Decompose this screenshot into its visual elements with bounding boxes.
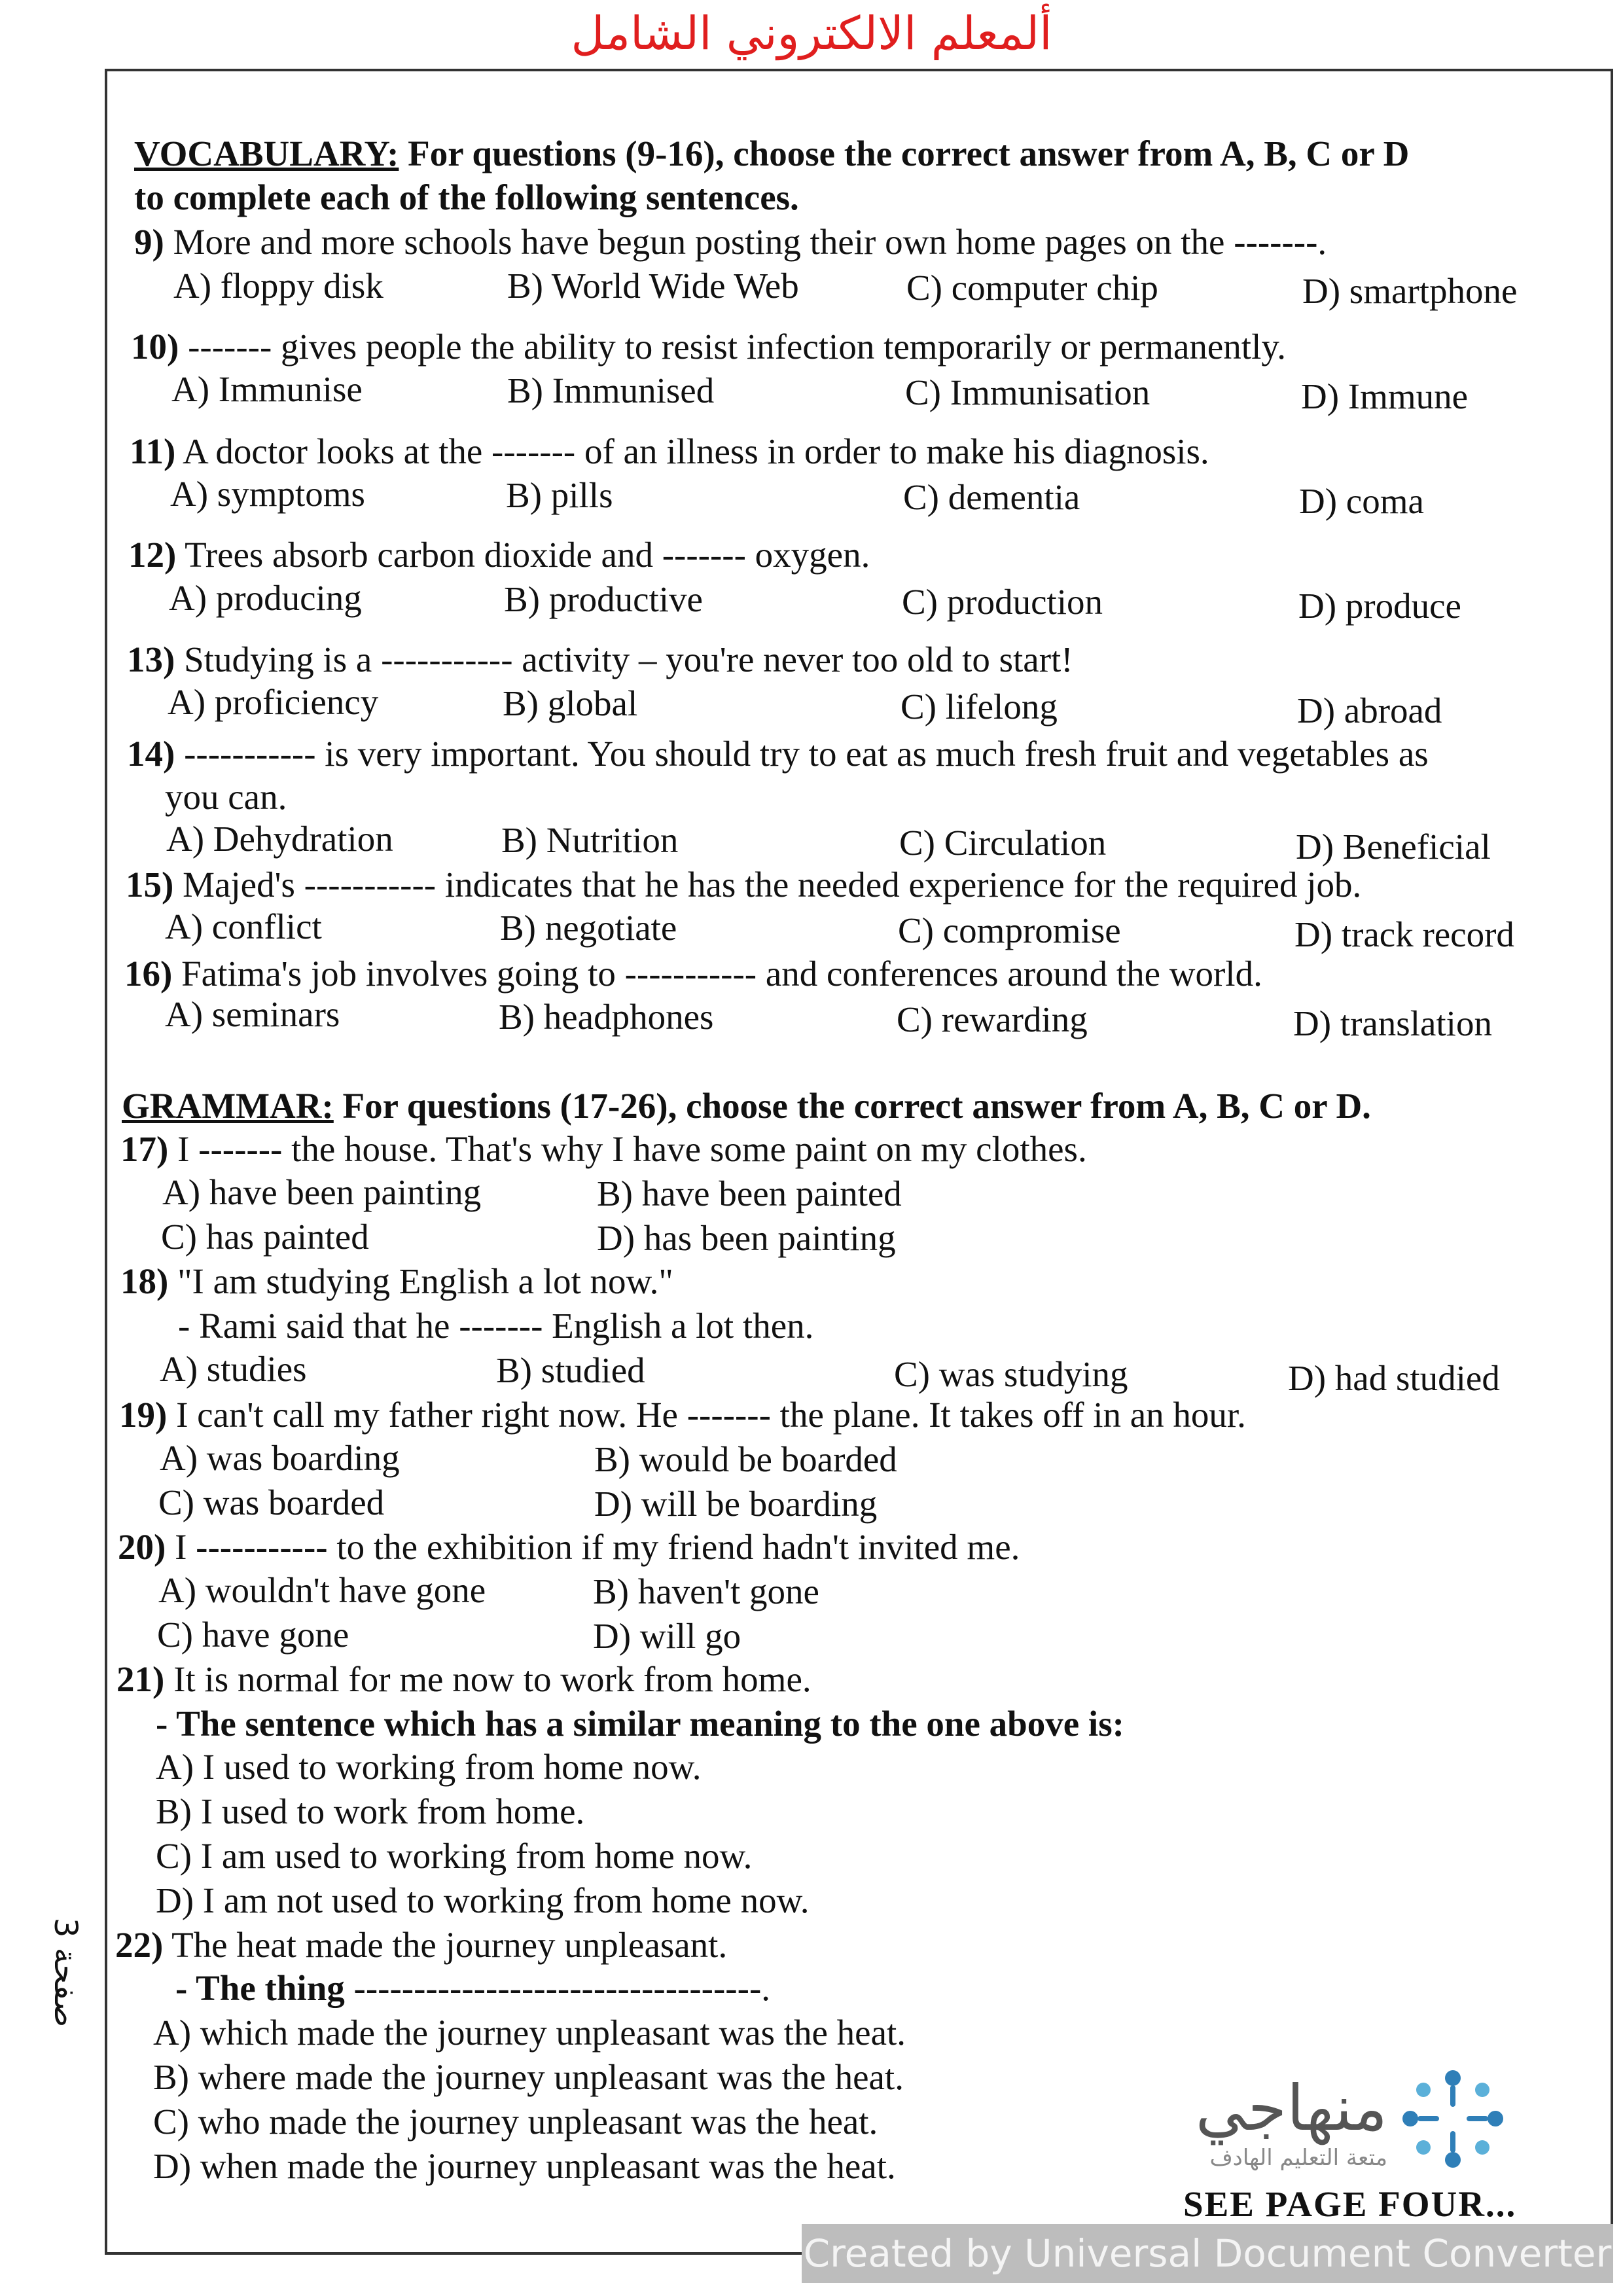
question-text: I ----------- to the exhibition if my friend hadn't invited me.	[166, 1527, 1020, 1567]
option-c[interactable]: C) has painted	[161, 1217, 369, 1257]
option-d[interactable]: D) smartphone	[1302, 271, 1518, 311]
option-a[interactable]: A) which made the journey unpleasant was the heat.	[153, 2013, 906, 2053]
option-b[interactable]: B) Immunised	[507, 370, 715, 410]
question-18-continuation: - Rami said that he ------- English a lot then.	[178, 1306, 814, 1346]
grammar-instruction-text: For questions (17-26), choose the correct answer from A, B, C or D.	[333, 1086, 1371, 1126]
option-b[interactable]: B) pills	[506, 475, 613, 515]
see-page-next: SEE PAGE FOUR...	[1183, 2184, 1517, 2224]
option-a[interactable]: A) proficiency	[168, 682, 379, 722]
question-text: I ------- the house. That's why I have some paint on my clothes.	[168, 1129, 1087, 1169]
question-12	[128, 535, 870, 575]
question-text: The heat made the journey unpleasant.	[163, 1925, 728, 1965]
question-15	[126, 865, 1361, 905]
option-c[interactable]: C) production	[902, 582, 1103, 622]
option-a[interactable]: A) was boarding	[160, 1438, 400, 1478]
option-a[interactable]: A) studies	[160, 1349, 307, 1389]
question-text: It is normal for me now to work from home.	[164, 1659, 812, 1699]
question-number: 16)	[124, 954, 173, 994]
option-a[interactable]: A) Dehydration	[166, 819, 393, 859]
question-text: I can't call my father right now. He ------- the plane. It takes off in an hour.	[167, 1395, 1246, 1435]
question-text: Studying is a ----------- activity – you're never too old to start!	[175, 639, 1073, 679]
option-d[interactable]: D) Beneficial	[1296, 827, 1491, 867]
option-b[interactable]: B) would be boarded	[594, 1439, 897, 1479]
vocab-heading: VOCABULARY:	[134, 134, 399, 173]
question-text: A doctor looks at the ------- of an illness in order to make his diagnosis.	[175, 431, 1209, 471]
option-d[interactable]: D) translation	[1293, 1003, 1492, 1043]
question-20	[118, 1528, 1020, 1567]
vocab-instruction-text: For questions (9-16), choose the correct answer from A, B, C or D	[399, 134, 1410, 173]
option-b[interactable]: B) where made the journey unpleasant was the heat.	[153, 2057, 904, 2097]
option-b[interactable]: B) World Wide Web	[507, 266, 799, 306]
option-a[interactable]: A) conflict	[165, 906, 322, 946]
page-number-mark: صفحة 3	[47, 1918, 84, 2028]
question-number: 12)	[128, 535, 177, 575]
option-a[interactable]: A) wouldn't have gone	[158, 1570, 486, 1610]
option-a[interactable]: A) symptoms	[170, 474, 365, 514]
option-b[interactable]: B) haven't gone	[593, 1571, 819, 1611]
option-b[interactable]: B) studied	[496, 1350, 645, 1390]
option-b[interactable]: B) I used to work from home.	[156, 1791, 585, 1831]
question-16	[124, 954, 1262, 994]
question-22-prompt	[175, 1969, 770, 2008]
option-b[interactable]: B) global	[503, 683, 638, 723]
grammar-instruction	[122, 1086, 1371, 1126]
option-d[interactable]: D) will go	[593, 1616, 741, 1656]
option-d[interactable]: D) abroad	[1297, 691, 1442, 730]
logo-tagline: متعة التعليم الهادف	[1209, 2145, 1387, 2171]
logo-name: منهاجي	[1195, 2072, 1387, 2145]
question-19	[119, 1395, 1246, 1435]
question-number: 22)	[115, 1925, 164, 1965]
question-number: 21)	[116, 1659, 165, 1699]
question-18	[120, 1262, 673, 1301]
option-a[interactable]: A) seminars	[165, 994, 340, 1034]
option-c[interactable]: C) who made the journey unpleasant was the heat.	[153, 2102, 878, 2142]
option-b[interactable]: B) negotiate	[500, 908, 677, 948]
question-text: Trees absorb carbon dioxide and ------- oxygen.	[176, 535, 870, 575]
question-number: 20)	[118, 1527, 166, 1567]
option-c[interactable]: C) compromise	[898, 910, 1121, 950]
grammar-heading: GRAMMAR:	[122, 1086, 334, 1126]
option-b[interactable]: B) productive	[504, 579, 703, 619]
question-text: ------- gives people the ability to resist infection temporarily or permanently.	[179, 327, 1287, 367]
question-number: 19)	[119, 1395, 168, 1435]
option-c[interactable]: C) have gone	[157, 1615, 349, 1655]
option-d[interactable]: D) has been painting	[597, 1218, 896, 1258]
option-b[interactable]: B) headphones	[499, 997, 714, 1037]
question-17	[120, 1130, 1087, 1169]
question-14-continuation: you can.	[165, 777, 287, 817]
option-a[interactable]: A) producing	[169, 578, 362, 618]
vocab-instruction	[134, 134, 1409, 173]
option-d[interactable]: D) produce	[1298, 586, 1461, 626]
question-number: 14)	[127, 734, 175, 774]
option-a[interactable]: A) Immunise	[171, 369, 363, 409]
option-b[interactable]: B) Nutrition	[501, 820, 679, 860]
question-text: ----------- is very important. You should try to eat as much fresh fruit and vegetables as	[175, 734, 1429, 774]
manhaji-logo	[1139, 2065, 1518, 2176]
manhaji-emblem-icon	[1387, 2065, 1518, 2176]
option-b[interactable]: B) have been painted	[597, 1174, 902, 1213]
question-number: 9)	[134, 222, 164, 262]
vocab-instruction-line2: to complete each of the following sentences.	[134, 177, 799, 217]
question-number: 10)	[131, 327, 179, 367]
question-9	[134, 223, 1327, 262]
option-c[interactable]: C) I am used to working from home now.	[156, 1836, 753, 1876]
option-c[interactable]: C) rewarding	[897, 999, 1088, 1039]
option-d[interactable]: D) will be boarding	[594, 1484, 878, 1524]
option-d[interactable]: D) had studied	[1288, 1358, 1500, 1398]
question-text: More and more schools have begun posting their own home pages on the -------.	[164, 222, 1327, 262]
option-c[interactable]: C) lifelong	[901, 687, 1058, 726]
question-number: 11)	[130, 431, 176, 471]
question-10	[131, 327, 1286, 367]
question-21	[116, 1660, 812, 1699]
question-11	[130, 432, 1209, 471]
option-d[interactable]: D) coma	[1299, 481, 1424, 521]
prompt-blank: ----------------------------------.	[344, 1968, 771, 2008]
question-22	[115, 1926, 727, 1965]
option-c[interactable]: C) Immunisation	[905, 372, 1150, 412]
option-a[interactable]: A) have been painting	[162, 1172, 482, 1212]
option-c[interactable]: C) was boarded	[158, 1482, 385, 1522]
option-d[interactable]: D) I am not used to working from home now.	[156, 1880, 810, 1920]
question-number: 18)	[120, 1261, 169, 1301]
question-text: Majed's ----------- indicates that he has the needed experience for the required job.	[173, 865, 1362, 905]
option-d[interactable]: D) track record	[1294, 914, 1514, 954]
option-a[interactable]: A) floppy disk	[173, 266, 383, 306]
question-21-prompt: - The sentence which has a similar meaning to the one above is:	[156, 1704, 1124, 1744]
question-number: 15)	[126, 865, 174, 905]
option-c[interactable]: C) Circulation	[899, 823, 1107, 863]
option-a[interactable]: A) I used to working from home now.	[156, 1747, 702, 1787]
question-text: "I am studying English a lot now."	[168, 1261, 673, 1301]
option-d[interactable]: D) when made the journey unpleasant was the heat.	[153, 2146, 896, 2186]
prompt-text: - The thing	[175, 1968, 345, 2008]
converter-watermark: Created by Universal Document Converter	[802, 2224, 1613, 2283]
option-c[interactable]: C) computer chip	[906, 268, 1158, 308]
option-c[interactable]: C) dementia	[903, 477, 1080, 517]
question-text: Fatima's job involves going to ----------- and conferences around the world.	[172, 954, 1262, 994]
question-number: 17)	[120, 1129, 169, 1169]
option-d[interactable]: D) Immune	[1301, 376, 1469, 416]
question-13	[127, 640, 1073, 679]
option-c[interactable]: C) was studying	[894, 1354, 1128, 1394]
question-14	[127, 734, 1429, 774]
question-number: 13)	[127, 639, 175, 679]
site-header: ألمعلم الالكتروني الشامل	[571, 7, 1052, 60]
